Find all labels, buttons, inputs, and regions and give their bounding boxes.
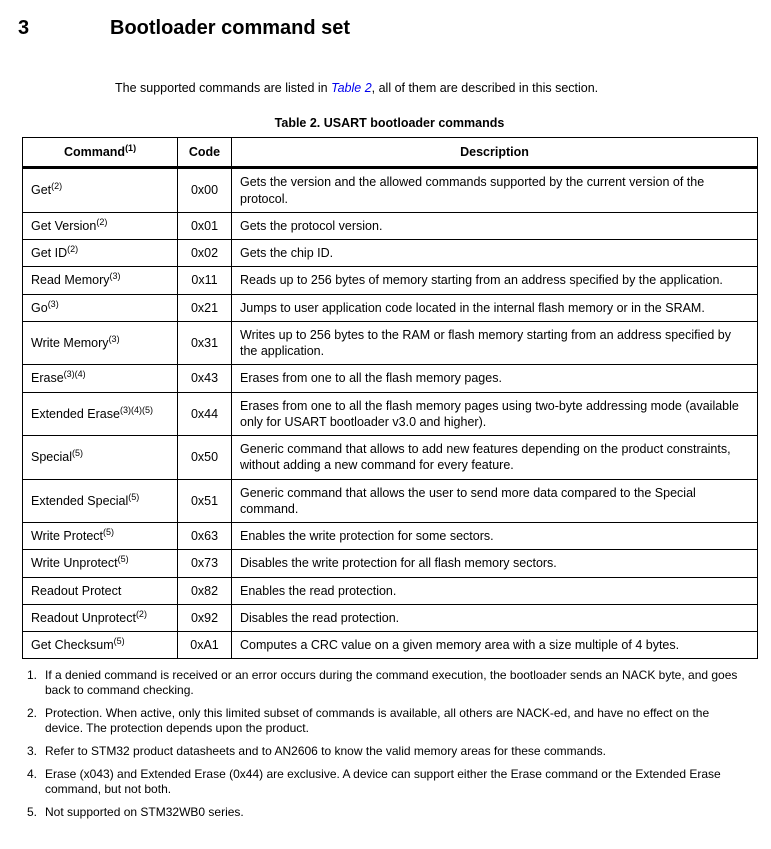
command-cell <box>23 240 178 267</box>
description-cell: Disables the write protection for all flash memory sectors. <box>232 550 758 577</box>
command-name: Extended Special <box>31 493 129 508</box>
command-superscript: (5) <box>128 491 140 502</box>
code-cell: 0x92 <box>178 604 232 631</box>
footnote-text: If a denied command is received or an error occurs during the command execution, the bootloader sends an NACK byte, and goes back to command checking. <box>45 668 738 698</box>
description-cell: Gets the version and the allowed commands supported by the current version of the protocol. <box>232 168 758 213</box>
description-cell: Writes up to 256 bytes to the RAM or flash memory starting from an address specified by the application. <box>232 321 758 365</box>
description-cell: Disables the read protection. <box>232 604 758 631</box>
footnote-number: 3. <box>27 744 38 759</box>
command-cell <box>23 604 178 631</box>
code-cell: 0x00 <box>178 168 232 213</box>
code-cell: 0x11 <box>178 267 232 294</box>
section-number: 3 <box>18 17 30 39</box>
command-superscript: (5) <box>117 554 129 565</box>
command-cell <box>23 392 178 436</box>
command-cell <box>23 577 178 604</box>
command-superscript: (2) <box>96 216 108 227</box>
command-cell <box>23 632 178 659</box>
table-row <box>23 479 758 523</box>
footnote-item <box>27 805 753 820</box>
intro-text-after: , all of them are described in this section. <box>371 81 599 95</box>
header-code: Code <box>178 138 232 168</box>
command-name: Get <box>31 183 52 198</box>
header-command-superscript: (1) <box>125 142 137 153</box>
table-row <box>23 294 758 321</box>
table-row <box>23 168 758 213</box>
description-cell: Gets the protocol version. <box>232 212 758 239</box>
command-superscript: (3) <box>108 333 120 344</box>
code-cell: 0x50 <box>178 436 232 480</box>
code-cell: 0x82 <box>178 577 232 604</box>
footnote-number: 5. <box>27 805 38 820</box>
command-name: Write Memory <box>31 335 109 350</box>
table-row <box>23 550 758 577</box>
table-row <box>23 392 758 436</box>
code-cell: 0x02 <box>178 240 232 267</box>
command-name: Extended Erase <box>31 406 120 421</box>
footnote-item <box>27 744 753 759</box>
code-cell: 0x63 <box>178 523 232 550</box>
command-name: Erase <box>31 371 64 386</box>
command-name: Read Memory <box>31 273 110 288</box>
command-cell <box>23 267 178 294</box>
table-row <box>23 604 758 631</box>
intro-text-before: The supported commands are listed in <box>115 81 332 95</box>
table-row <box>23 240 758 267</box>
footnote-number: 4. <box>27 767 38 782</box>
footnote-text: Erase (x043) and Extended Erase (0x44) are exclusive. A device can support either the Erase command or the Extended Erase command, but not both. <box>45 767 721 797</box>
table-row <box>23 212 758 239</box>
command-cell <box>23 294 178 321</box>
command-cell <box>23 523 178 550</box>
command-name: Go <box>31 300 48 315</box>
command-name: Readout Unprotect <box>31 610 136 625</box>
description-cell: Jumps to user application code located in the internal flash memory or in the SRAM. <box>232 294 758 321</box>
table2-link[interactable]: Table 2 <box>331 81 372 95</box>
footnote-text: Refer to STM32 product datasheets and to AN2606 to know the valid memory areas for these commands. <box>45 744 606 759</box>
table-row <box>23 632 758 659</box>
command-superscript: (2) <box>51 181 63 192</box>
command-name: Readout Protect <box>31 583 122 598</box>
intro-paragraph <box>115 80 751 96</box>
table-row <box>23 267 758 294</box>
command-name: Get Version <box>31 218 97 233</box>
command-superscript: (5) <box>103 526 115 537</box>
description-cell: Erases from one to all the flash memory pages. <box>232 365 758 392</box>
footnote-item <box>27 767 753 797</box>
command-cell <box>23 168 178 213</box>
section-heading <box>0 0 771 40</box>
command-name: Get Checksum <box>31 638 114 652</box>
command-superscript: (3)(4) <box>63 369 86 380</box>
commands-table <box>22 137 758 659</box>
command-cell <box>23 436 178 480</box>
description-cell: Reads up to 256 bytes of memory starting from an address specified by the application. <box>232 267 758 294</box>
command-cell <box>23 321 178 365</box>
command-superscript: (5) <box>72 447 83 458</box>
code-cell: 0xA1 <box>178 632 232 659</box>
code-cell: 0x43 <box>178 365 232 392</box>
table-row <box>23 436 758 480</box>
table-row <box>23 365 758 392</box>
footnote-item <box>27 668 753 698</box>
command-cell <box>23 550 178 577</box>
description-cell: Gets the chip ID. <box>232 240 758 267</box>
description-cell: Computes a CRC value on a given memory area with a size multiple of 4 bytes. <box>232 632 758 659</box>
page-title: Bootloader command set <box>110 17 351 39</box>
code-cell: 0x01 <box>178 212 232 239</box>
command-name: Write Unprotect <box>31 556 118 571</box>
footnote-text: Not supported on STM32WB0 series. <box>45 805 244 820</box>
table-header-row <box>23 138 758 168</box>
code-cell: 0x51 <box>178 479 232 523</box>
command-cell <box>23 365 178 392</box>
footnotes <box>27 668 753 820</box>
table-caption: Table 2. USART bootloader commands <box>274 116 505 130</box>
command-name: Write Protect <box>31 529 104 543</box>
footnote-text: Protection. When active, only this limited subset of commands is available, all others are NACK-ed, and have no effect on the device. The protection depends upon the product. <box>45 706 710 736</box>
header-description: Description <box>232 138 758 168</box>
code-cell: 0x73 <box>178 550 232 577</box>
command-superscript: (5) <box>113 635 125 646</box>
command-cell <box>23 479 178 523</box>
description-cell: Generic command that allows to add new features depending on the product constraints, without adding a new command for every feature. <box>232 436 758 480</box>
footnote-item <box>27 706 753 736</box>
description-cell: Enables the write protection for some sectors. <box>232 523 758 550</box>
command-name: Special <box>31 450 72 465</box>
description-cell: Generic command that allows the user to send more data compared to the Special command. <box>232 479 758 523</box>
command-superscript: (3) <box>47 298 59 309</box>
header-command-label: Command <box>63 145 126 159</box>
description-cell: Enables the read protection. <box>232 577 758 604</box>
command-superscript: (2) <box>67 243 79 254</box>
footnote-number: 1. <box>27 668 38 683</box>
command-superscript: (3)(4)(5) <box>119 404 153 415</box>
command-superscript: (3) <box>109 271 121 282</box>
table-row <box>23 523 758 550</box>
description-cell: Erases from one to all the flash memory pages using two-byte addressing mode (available only for USART bootloader v3.0 and higher). <box>232 392 758 436</box>
command-cell <box>23 212 178 239</box>
header-command <box>23 138 178 168</box>
command-superscript: (2) <box>135 608 147 619</box>
code-cell: 0x31 <box>178 321 232 365</box>
table-row <box>23 577 758 604</box>
code-cell: 0x21 <box>178 294 232 321</box>
footnote-number: 2. <box>27 706 38 721</box>
table-row <box>23 321 758 365</box>
code-cell: 0x44 <box>178 392 232 436</box>
command-name: Get ID <box>31 246 68 260</box>
